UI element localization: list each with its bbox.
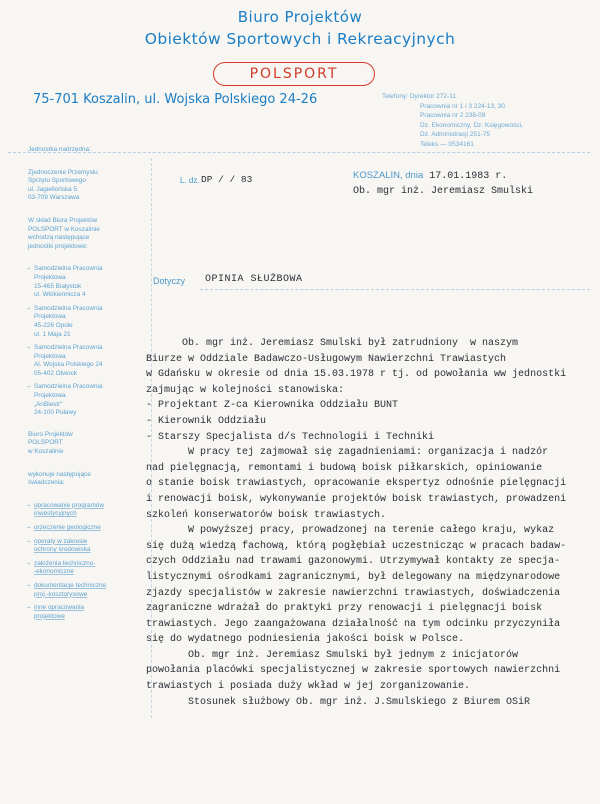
sidebar-line: – dokumentacje techniczne — [34, 581, 107, 589]
sidebar-line: – Samodzielna Pracownia — [34, 304, 103, 312]
sidebar-services-intro — [28, 471, 146, 488]
sidebar-line: W skład Biura Projektów — [28, 216, 98, 224]
header-line-1: Biuro Projektów — [237, 8, 363, 26]
place-label: KOSZALIN, dnia — [353, 170, 424, 181]
body-line: W powyższej pracy, prowadzonej na terenie całego kraju, wykaz — [146, 525, 555, 537]
sidebar-line: Projektowa — [34, 313, 66, 321]
sidebar-office — [28, 431, 146, 457]
body-line: - Projektant Z-ca Kierownika Oddziału BUNT — [146, 400, 399, 412]
body-line: W pracy tej zajmował się zagadnieniami: organizacja i nadzór — [146, 447, 549, 459]
sidebar-unit — [28, 265, 146, 299]
sidebar-line: proj.-kosztorysowe — [34, 590, 88, 598]
sidebar-line: projektowe — [34, 612, 65, 620]
sidebar-line: POLSPORT — [28, 439, 63, 447]
sidebar-line: Biuro Projektów — [28, 430, 73, 438]
body-line: zagraniczne wdrażał do praktyki przy renowacji i pielęgnacji boisk — [146, 603, 543, 615]
sidebar-intro — [28, 217, 146, 251]
letter-date: 17.01.1983 r. — [429, 171, 508, 182]
body-line: Biurze w Oddziale Badawczo-Usługowym Nawierzchni Trawiastych — [146, 353, 507, 365]
sidebar-line: – opracowanie programów — [34, 501, 104, 509]
sidebar-unit — [28, 305, 146, 339]
sidebar-line: 15-465 Białystok — [34, 282, 82, 290]
sidebar-line: – operaty w zakresie — [34, 537, 88, 545]
phone-line: Dz. Administracji 251-75 — [420, 131, 491, 139]
sidebar-line: Sprzętu Sportowego — [28, 177, 86, 185]
sidebar-line: „AnBiestr" — [34, 400, 63, 408]
header-address: 75-701 Koszalin, ul. Wojska Polskiego 24-26 — [33, 92, 318, 107]
body-line: powołania placówki specjalistycznej w zakresie sportowych nawierzchni — [146, 665, 561, 677]
phone-line: Telefony: Dyrektor 272-11 — [382, 93, 456, 100]
polsport-logo: POLSPORT — [213, 62, 375, 86]
body-line: listycznymi ośrodkami zagranicznymi, był delegowany na międzynarodowe — [146, 571, 561, 583]
phone-line: Pracownia nr 1 i 3 224-13, 30 — [420, 102, 505, 110]
sidebar-line: – założenia techniczno- — [34, 559, 96, 567]
sidebar-line: inwestycyjnych — [34, 510, 77, 518]
sidebar-line: – Samodzielna Pracownia — [34, 344, 103, 352]
sidebar-title: Jednostka nadrzędna: — [28, 146, 91, 153]
sidebar-line: – Samodzielna Pracownia — [34, 383, 103, 391]
subject-underline — [200, 289, 590, 290]
sidebar-line: Al. Wojska Polskiego 24 — [34, 361, 103, 369]
sidebar-line: Projektowa — [34, 273, 66, 281]
phone-line: Pracownia nr 2 238-09 — [420, 112, 486, 120]
sidebar-line: 24-100 Puławy — [34, 409, 77, 417]
sidebar-service — [28, 560, 146, 577]
phone-line: Teleks — 0534161 — [420, 140, 474, 148]
ldz-label: L. dz. — [180, 176, 200, 185]
sidebar-service — [28, 582, 146, 599]
sidebar-line: POLSPORT w Koszalinie — [28, 225, 100, 233]
sidebar-unit — [28, 344, 146, 378]
sidebar-line: ul. 1 Maja 21 — [34, 330, 71, 338]
letter-subject: OPINIA SŁUŻBOWA — [205, 274, 303, 285]
body-line: się dużą wiedzą fachową, którą pogłębiał uczestnicząc w pracach badaw- — [146, 540, 567, 552]
sidebar-line: 45-226 Opole — [34, 321, 73, 329]
sidebar-line: 05-402 Otwock — [34, 369, 77, 377]
phone-line: Dz. Ekonomiczny, Dz. Księgowości, — [420, 121, 523, 129]
sidebar-line: Projektowa — [34, 392, 66, 400]
sidebar-service — [28, 538, 146, 555]
body-line: o stanie boisk trawiastych, opracowanie ekspertyz odnośnie pielęgnacji — [146, 478, 567, 490]
sidebar-service — [28, 524, 146, 533]
body-line: czych Oddziału nad trawami gazonowymi. Utrzymywał kontakty ze specja- — [146, 556, 561, 568]
ldz-value: DP / / 83 — [201, 174, 253, 185]
body-line: nad pielęgnacją, remontami i budową boisk piłkarskich, opiniowanie — [146, 462, 543, 474]
body-line: w Gdańsku w okresie od dnia 15.03.1978 r tj. od powołania ww jednostki — [146, 369, 567, 381]
sidebar-line: – orzeczenie geologiczne — [34, 524, 101, 531]
body-line: szkoleń konserwatorów boisk trawiastych. — [146, 509, 387, 521]
body-line: Ob. mgr inż. Jeremiasz Smulski był zatrudniony w naszym — [146, 338, 519, 349]
body-line: Ob. mgr inż. Jeremiasz Smulski był jednym z inicjatorów — [146, 649, 519, 661]
body-line: trawiastych. Jego zaangażowana działalność na tym odcinku przyczyniła — [146, 618, 561, 630]
body-line: się do wydatnego podniesienia jakości boisk w Polsce. — [146, 634, 465, 646]
header-line-2: Obiektów Sportowych i Rekreacyjnych — [144, 30, 456, 48]
sidebar-line: świadczenia: — [28, 479, 65, 487]
letter-body — [146, 336, 594, 710]
body-line: - Kierownik Oddziału — [146, 415, 267, 427]
sidebar-line: w Koszalinie — [28, 448, 64, 456]
header-phones — [382, 92, 592, 150]
sidebar-line: 03-709 Warszawa — [28, 194, 80, 202]
sidebar-line: jednostki projektowe: — [28, 242, 88, 250]
body-line: i renowacji boisk, wykonywanie projektów boisk trawiastych, prowadzeni — [146, 493, 567, 505]
sidebar-line: – inne opracowania — [34, 604, 85, 612]
sidebar — [28, 146, 146, 626]
sidebar-line: ul. Włókiennicza 4 — [34, 291, 86, 299]
body-line: - Starszy Specjalista d/s Technologii i Techniki — [146, 431, 435, 443]
sidebar-parent — [28, 169, 146, 203]
addressee: Ob. mgr inż. Jeremiasz Smulski — [353, 186, 534, 197]
sidebar-line: wykonuje następujące — [28, 470, 91, 478]
body-line: trawiastych i posiada duży wkład w jej zorganizowanie. — [146, 681, 471, 693]
sidebar-line: -ekonomiczne — [34, 568, 74, 576]
sidebar-line: ul. Jagiellońska 5 — [28, 185, 78, 193]
sidebar-line: ochrony środowiska — [34, 546, 91, 554]
sidebar-line: – Samodzielna Pracownia — [34, 265, 103, 273]
place-date — [353, 170, 507, 182]
body-line: zjazdy specjalistów w zakresie nawierzchni trawiastych, doświadczenia — [146, 587, 561, 599]
sidebar-line: wchodzą następujące — [28, 234, 90, 242]
sidebar-service — [28, 502, 146, 519]
sidebar-line: Zjednoczenie Przemysłu — [28, 168, 98, 176]
dotyczy-label: Dotyczy — [153, 276, 186, 286]
sidebar-unit — [28, 383, 146, 417]
sidebar-line: Projektowa — [34, 352, 66, 360]
body-line: Stosunek służbowy Ob. mgr inż. J.Smulskiego z Biurem OSiR — [146, 696, 531, 708]
sidebar-service — [28, 604, 146, 621]
body-line: zajmując w kolejności stanowiska: — [146, 384, 345, 396]
